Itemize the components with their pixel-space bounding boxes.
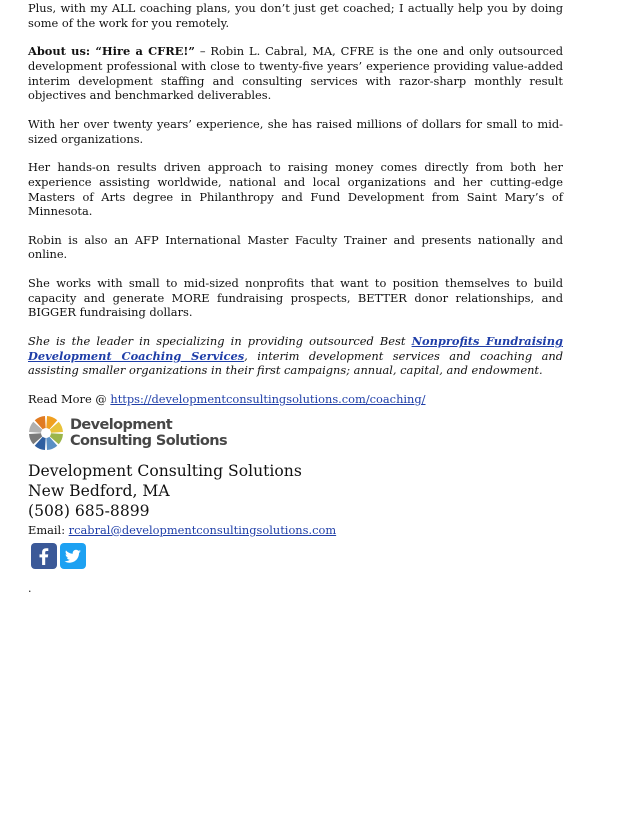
twitter-icon[interactable] (60, 543, 86, 569)
about-us-text: – Robin L. Cabral, MA, CFRE is the one and only outsourced development professional with close to twenty-five years’ experience providing value-added interim development staffing and consulting services with razor-sharp monthly result objectives and benchmarked deliverables. (28, 44, 563, 103)
paragraph-read-more (28, 392, 563, 407)
facebook-icon[interactable] (31, 543, 57, 569)
about-us-heading: About us: “Hire a CFRE!” (28, 44, 195, 59)
logo-line-1: Development (70, 416, 173, 433)
email-link[interactable]: rcabral@developmentconsultingsolutions.com (68, 522, 337, 537)
company-logo (28, 412, 563, 454)
coaching-services-link[interactable]: Nonprofits Fundraising Development Coaching Services (28, 334, 564, 363)
leader-text-post: , interim development services and coaching and assisting smaller organizations in their first campaigns; annual, capital, and endowment. (28, 348, 563, 378)
paragraph-experience: With her over twenty years’ experience, she has raised millions of dollars for small to mid-sized organizations. (28, 116, 563, 146)
read-more-link[interactable]: https://developmentconsultingsolutions.com/coaching/ (110, 392, 426, 407)
social-links (31, 543, 563, 569)
logo-line-2: Consulting Solutions (70, 432, 228, 449)
paragraph-leader (28, 334, 563, 378)
email-label: Email: (28, 522, 69, 537)
logo-wordmark (70, 417, 227, 449)
paragraph-coaching-plans: Plus, with my ALL coaching plans, you don’t just get coached; I actually help you by doing some of the work for you remotely. (28, 1, 563, 30)
document-content (28, 0, 563, 595)
company-city: New Bedford, MA (28, 481, 170, 500)
company-name: Development Consulting Solutions (28, 461, 302, 480)
email-line (28, 522, 563, 538)
trailing-mark: . (28, 581, 32, 595)
leader-text-pre: She is the leader in specializing in providing outsourced Best (28, 334, 412, 349)
company-phone: (508) 685-8899 (28, 501, 150, 520)
logo-wheel-icon (28, 415, 64, 451)
paragraph-approach: Her hands-on results driven approach to raising money comes directly from both her experience assisting worldwide, national and local organizations and her cutting-edge Masters of Arts degree in Philanthropy and Fund Development from Saint Mary’s of Minnesota. (28, 160, 563, 219)
paragraph-nonprofits: She works with small to mid-sized nonprofits that want to position themselves to build capacity and generate MORE fundraising prospects, BETTER donor relationships, and BIGGER fundraising dollars. (28, 276, 563, 320)
paragraph-afp-trainer: Robin is also an AFP International Master Faculty Trainer and presents nationally and online. (28, 232, 563, 262)
read-more-label: Read More @ (28, 392, 111, 407)
contact-block (28, 461, 563, 521)
paragraph-about-us (28, 44, 563, 102)
